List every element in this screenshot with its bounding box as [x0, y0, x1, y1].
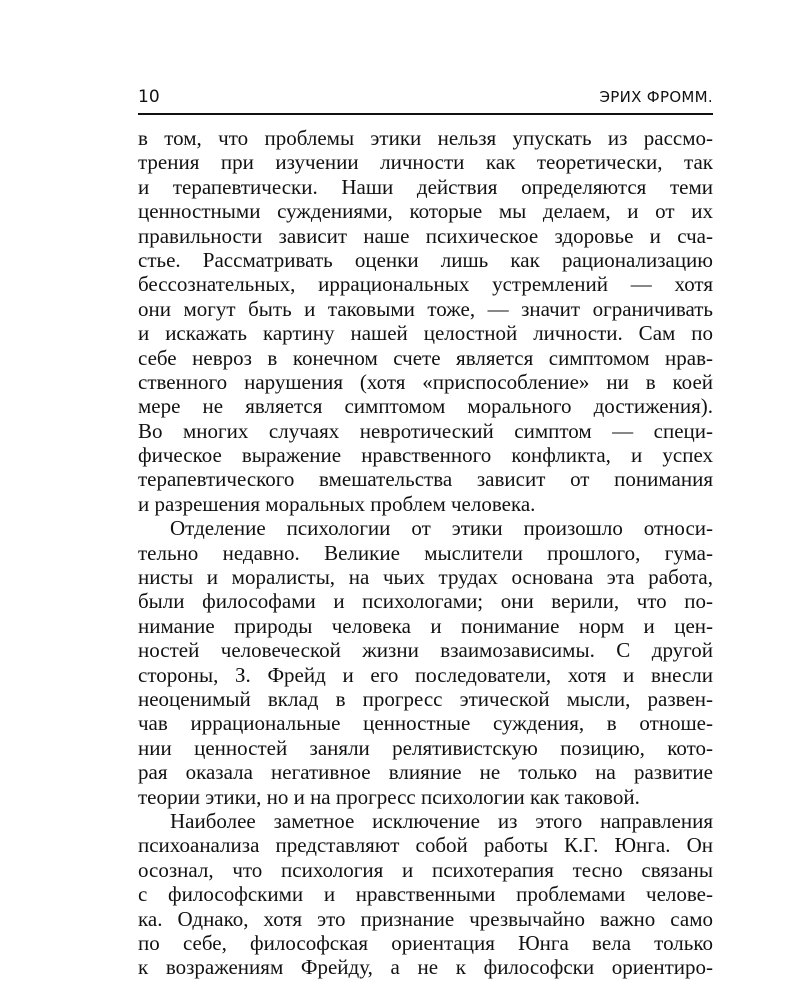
text-line: неоценимый вклад в прогресс этической мысли, развен- — [138, 686, 713, 711]
text-line: по себе, философская ориентация Юнга вела только — [138, 930, 713, 955]
text-line: Во многих случаях невротический симптом — специ- — [138, 418, 713, 443]
paragraph-first-line: Наиболее заметное исключение из этого направления — [170, 808, 713, 833]
text-line: были философами и психологами; они верили, что по- — [138, 589, 713, 614]
text-line: нисты и моралисты, на чьих трудах основана эта работа, — [138, 565, 713, 590]
text-line: нии ценностей заняли релятивистскую позицию, кото- — [138, 735, 713, 760]
paragraph-first-line: Отделение психологии от этики произошло относи- — [170, 516, 713, 541]
text-line: они могут быть и таковыми тоже, — значит ограничивать — [138, 296, 713, 321]
running-title: ЭРИХ ФРОММ. — [599, 88, 713, 106]
text-line: ка. Однако, хотя это признание чрезвычайно важно само — [138, 906, 713, 931]
text-line: к возражениям Фрейду, а не к философски ориентиро- — [138, 955, 713, 980]
text-line: мере не является симптомом морального достижения). — [138, 394, 713, 419]
header-rule — [138, 113, 713, 115]
text-line: и терапевтически. Наши действия определяются теми — [138, 174, 713, 199]
text-line: и искажать картину нашей целостной личности. Сам по — [138, 321, 713, 346]
text-line: бессознательных, иррациональных устремлений — хотя — [138, 272, 713, 297]
text-line: трения при изучении личности как теоретически, так — [138, 150, 713, 175]
text-line: чав иррациональные ценностные суждения, в отноше- — [138, 711, 713, 736]
running-head — [138, 84, 713, 110]
text-line: себе невроз в конечном счете является симптомом нрав- — [138, 345, 713, 370]
text-line: ственного нарушения (хотя «приспособление» ни в коей — [138, 369, 713, 394]
text-line: с философскими и нравственными проблемами челове- — [138, 882, 713, 907]
paragraph-last-line: теории этики, но и на прогресс психологии как таковой. — [138, 784, 640, 809]
text-line: правильности зависит наше психическое здоровье и сча- — [138, 223, 713, 248]
page-number: 10 — [138, 87, 160, 107]
text-line: осознал, что психология и психотерапия тесно связаны — [138, 857, 713, 882]
text-line: рая оказала негативное влияние не только на развитие — [138, 760, 713, 785]
paragraph-last-line: и разрешения моральных проблем человека. — [138, 491, 536, 516]
text-line: ностей человеческой жизни взаимозависимы. С другой — [138, 638, 713, 663]
text-line: фическое выражение нравственного конфликта, и успех — [138, 443, 713, 468]
text-line: ценностными суждениями, которые мы делаем, и от их — [138, 199, 713, 224]
text-line: психоанализа представляют собой работы К.Г. Юнга. Он — [138, 833, 713, 858]
text-line: в том, что проблемы этики нельзя упускать из рассмо- — [138, 126, 713, 150]
text-line: тельно недавно. Великие мыслители прошлого, гума- — [138, 540, 713, 565]
text-line: терапевтического вмешательства зависит от понимания — [138, 467, 713, 492]
body-text — [138, 126, 713, 980]
text-line: нимание природы человека и понимание норм и цен- — [138, 613, 713, 638]
text-line: стье. Рассматривать оценки лишь как рационализацию — [138, 247, 713, 272]
text-line: стороны, З. Фрейд и его последователи, хотя и внесли — [138, 662, 713, 687]
